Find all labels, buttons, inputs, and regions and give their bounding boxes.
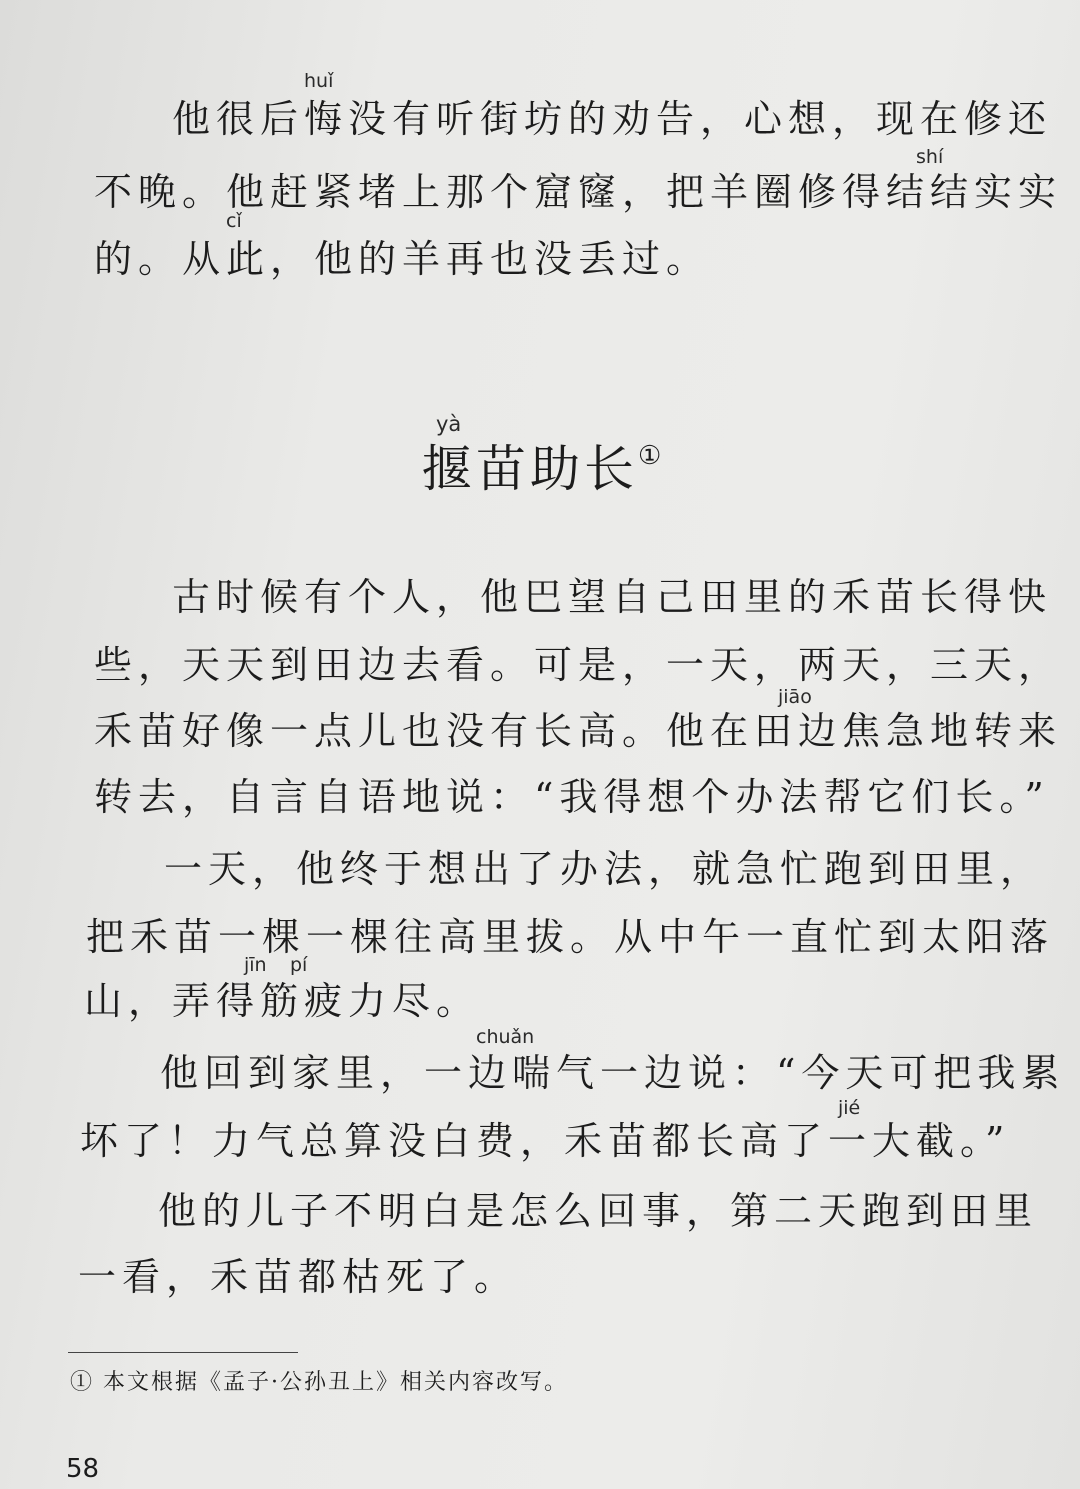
- story2-line-10: 他的儿子不明白是怎么回事，第二天跑到田里: [158, 1189, 1039, 1233]
- pinyin-ci: cǐ: [226, 210, 242, 232]
- pinyin-chuan: chuǎn: [476, 1026, 535, 1048]
- story2-line-9: 坏了！力气总算没白费，禾苗都长高了一大截。”: [80, 1119, 1011, 1163]
- story2-line-3: 禾苗好像一点儿也没有长高。他在田边焦急地转来: [94, 709, 1063, 753]
- story1-line-2: 不晚。他赶紧堵上那个窟窿，把羊圈修得结结实实: [94, 170, 1063, 214]
- story2-line-2: 些，天天到田边去看。可是，一天，两天，三天，: [94, 643, 1063, 687]
- story2-line-5: 一天，他终于想出了办法，就急忙跑到田里，: [164, 847, 1045, 891]
- story2-line-6: 把禾苗一棵一棵往高里拔。从中午一直忙到太阳落: [86, 915, 1055, 959]
- story-title: [422, 440, 662, 498]
- title-text: 揠苗助长: [422, 440, 638, 498]
- story1-line-3: 的。从此，他的羊再也没丢过。: [94, 237, 711, 281]
- story2-line-8: 他回到家里，一边喘气一边说：“今天可把我累: [160, 1051, 1066, 1095]
- story1-line-1: 他很后悔没有听街坊的劝告，心想，现在修还: [172, 97, 1053, 141]
- pinyin-jie: jié: [838, 1097, 861, 1119]
- pinyin-ya: yà: [436, 412, 462, 436]
- footnote-divider: [68, 1352, 298, 1353]
- pinyin-shi: shí: [916, 146, 944, 168]
- pinyin-hui: huǐ: [304, 70, 334, 92]
- footnote: ① 本文根据《孟子·公孙丑上》相关内容改写。: [70, 1370, 568, 1395]
- story2-line-7: 山，弄得筋疲力尽。: [84, 979, 481, 1023]
- pinyin-pi: pí: [290, 954, 308, 976]
- pinyin-jin: jīn: [244, 954, 267, 976]
- page-number: 58: [66, 1454, 100, 1484]
- story2-line-11: 一看，禾苗都枯死了。: [78, 1255, 519, 1299]
- story2-line-4: 转去，自言自语地说：“我得想个办法帮它们长。”: [94, 775, 1050, 819]
- story2-line-1: 古时候有个人，他巴望自己田里的禾苗长得快: [172, 575, 1053, 619]
- title-footnote-marker: ①: [638, 441, 662, 471]
- pinyin-jiao: jiāo: [778, 686, 812, 708]
